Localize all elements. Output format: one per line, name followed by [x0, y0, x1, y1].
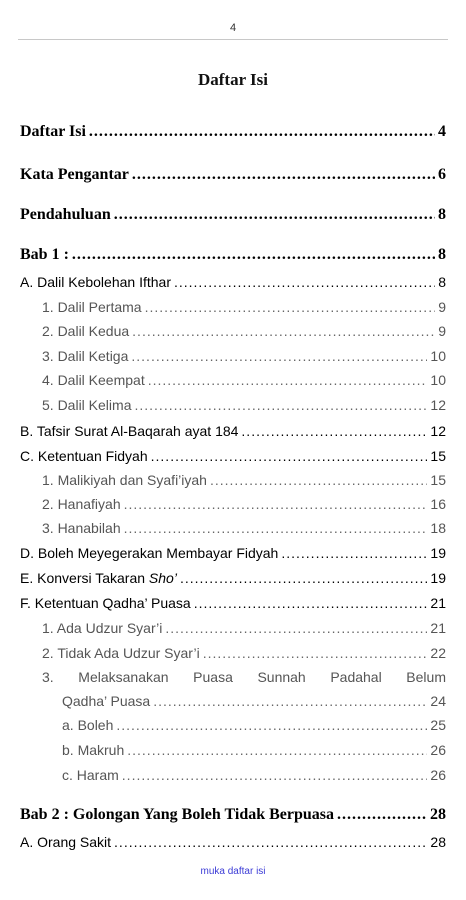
toc-entry-label: C. Ketentuan Fidyah	[20, 448, 148, 464]
header-rule	[18, 39, 448, 40]
toc-entry-d[interactable]	[20, 545, 446, 561]
toc-entry-page: 12	[430, 423, 446, 439]
dot-leader	[127, 742, 427, 758]
toc-entry-a[interactable]	[20, 274, 446, 290]
toc-entry-page: 18	[430, 520, 446, 536]
toc-entry-label	[20, 570, 177, 586]
toc-entry-page: 21	[430, 595, 446, 611]
dot-leader	[134, 397, 427, 413]
toc-entry-page: 6	[438, 166, 446, 183]
dot-leader	[89, 123, 435, 141]
toc-entry-fc[interactable]	[62, 767, 446, 783]
toc-entry-label: Pendahuluan	[20, 206, 111, 223]
dot-leader	[180, 570, 427, 586]
toc-entry-e[interactable]	[20, 570, 446, 586]
toc-entry-bab2-a[interactable]	[20, 834, 446, 850]
toc-entry-label: Kata Pengantar	[20, 166, 129, 183]
toc-entry-f2[interactable]	[42, 645, 446, 661]
toc-entry-label-italic: Sho’	[148, 570, 177, 586]
toc-entry-label: 5. Dalil Kelima	[42, 397, 132, 413]
toc-entry-page: 19	[430, 545, 446, 561]
toc-entry-label: Bab 1 :	[20, 246, 69, 263]
toc-entry-label: A. Dalil Kebolehan Ifthar	[20, 274, 171, 290]
toc-entry-label-text: E. Konversi Takaran	[20, 570, 146, 586]
dot-leader	[203, 645, 428, 661]
toc-entry-a2[interactable]	[42, 323, 446, 339]
dot-leader	[145, 299, 436, 315]
toc-entry-label: A. Orang Sakit	[20, 834, 112, 850]
dot-leader	[210, 472, 427, 488]
toc-entry-page: 26	[430, 742, 446, 758]
dot-leader	[337, 806, 427, 824]
toc-entry-f3-line1[interactable]: 3. Melaksanakan Puasa Sunnah Padahal Belum	[42, 669, 446, 685]
toc-entry-label: D. Boleh Meyegerakan Membayar Fidyah	[20, 545, 279, 561]
toc-entry-f3[interactable]	[62, 693, 446, 709]
toc-entry-label: Daftar Isi	[20, 123, 86, 140]
dot-leader	[122, 767, 428, 783]
toc-entry-label: 1. Ada Udzur Syar’i	[42, 620, 163, 636]
toc-entry-label: 3. Dalil Ketiga	[42, 348, 129, 364]
toc-entry-label: 4. Dalil Keempat	[42, 372, 145, 388]
toc-entry-daftar-isi[interactable]	[20, 123, 446, 141]
toc-entry-c3[interactable]	[42, 520, 446, 536]
toc-entry-bab-1[interactable]	[20, 246, 446, 264]
dot-leader	[148, 372, 428, 388]
toc-entry-fb[interactable]	[62, 742, 446, 758]
toc-entry-f[interactable]	[20, 595, 446, 611]
toc-entry-page: 8	[438, 206, 446, 223]
toc-entry-page: 25	[430, 717, 446, 733]
toc-entry-bab-2[interactable]	[20, 806, 446, 824]
toc-entry-f1[interactable]	[42, 620, 446, 636]
toc-entry-page: 15	[430, 448, 446, 464]
toc-entry-page: 9	[438, 299, 446, 315]
dot-leader	[174, 274, 435, 290]
toc-entry-label: F. Ketentuan Qadha’ Puasa	[20, 595, 191, 611]
dot-leader	[124, 520, 428, 536]
dot-leader	[165, 620, 427, 636]
toc-entry-label: 2. Hanafiyah	[42, 496, 121, 512]
toc-entry-page: 10	[430, 372, 446, 388]
toc-entry-c1[interactable]	[42, 472, 446, 488]
dot-leader	[132, 323, 435, 339]
toc-entry-label: Qadha’ Puasa	[62, 693, 151, 709]
toc-entry-label: c. Haram	[62, 767, 119, 783]
toc-entry-label: 1. Malikiyah dan Syafi’iyah	[42, 472, 207, 488]
toc-entry-label: 3. Hanabilah	[42, 520, 121, 536]
dot-leader	[194, 595, 428, 611]
toc-entry-label: Bab 2 : Golongan Yang Boleh Tidak Berpuasa	[20, 806, 335, 823]
dot-leader	[131, 348, 427, 364]
toc-entry-a3[interactable]	[42, 348, 446, 364]
toc-entry-fa[interactable]	[62, 717, 446, 733]
toc-entry-label: a. Boleh	[62, 717, 114, 733]
table-of-contents-link[interactable]: muka daftar isi	[200, 866, 266, 877]
page-number: 4	[229, 22, 237, 34]
toc-entry-label: 2. Dalil Kedua	[42, 323, 130, 339]
toc-entry-page: 24	[430, 693, 446, 709]
toc-entry-page: 21	[430, 620, 446, 636]
toc-entry-a4[interactable]	[42, 372, 446, 388]
toc-entry-kata-pengantar[interactable]	[20, 166, 446, 184]
toc-entry-page: 28	[430, 806, 446, 823]
toc-entry-label: B. Tafsir Surat Al-Baqarah ayat 184	[20, 423, 239, 439]
toc-entry-page: 12	[430, 397, 446, 413]
toc-entry-page: 19	[430, 570, 446, 586]
toc-entry-page: 8	[438, 274, 446, 290]
toc-entry-page: 8	[438, 246, 446, 263]
toc-entry-page: 26	[430, 767, 446, 783]
dot-leader	[151, 448, 428, 464]
toc-entry-b[interactable]	[20, 423, 446, 439]
toc-entry-pendahuluan[interactable]	[20, 206, 446, 224]
toc-entry-c[interactable]	[20, 448, 446, 464]
toc-entry-page: 4	[438, 123, 446, 140]
toc-entry-label: b. Makruh	[62, 742, 125, 758]
toc-entry-a1[interactable]	[42, 299, 446, 315]
toc-entry-page: 16	[430, 496, 446, 512]
toc-entry-a5[interactable]	[42, 397, 446, 413]
page-title: Daftar Isi	[197, 70, 269, 89]
dot-leader	[132, 166, 435, 184]
dot-leader	[72, 246, 435, 264]
dot-leader	[241, 423, 427, 439]
toc-entry-page: 15	[430, 472, 446, 488]
dot-leader	[124, 496, 428, 512]
toc-entry-label: 1. Dalil Pertama	[42, 299, 142, 315]
toc-entry-page: 10	[430, 348, 446, 364]
toc-entry-page: 9	[438, 323, 446, 339]
dot-leader	[114, 834, 427, 850]
dot-leader	[281, 545, 427, 561]
dot-leader	[114, 206, 435, 224]
dot-leader	[116, 717, 427, 733]
toc-entry-page: 22	[430, 645, 446, 661]
toc-entry-c2[interactable]	[42, 496, 446, 512]
dot-leader	[153, 693, 427, 709]
toc-entry-page: 28	[430, 834, 446, 850]
toc-entry-label: 2. Tidak Ada Udzur Syar’i	[42, 645, 200, 661]
